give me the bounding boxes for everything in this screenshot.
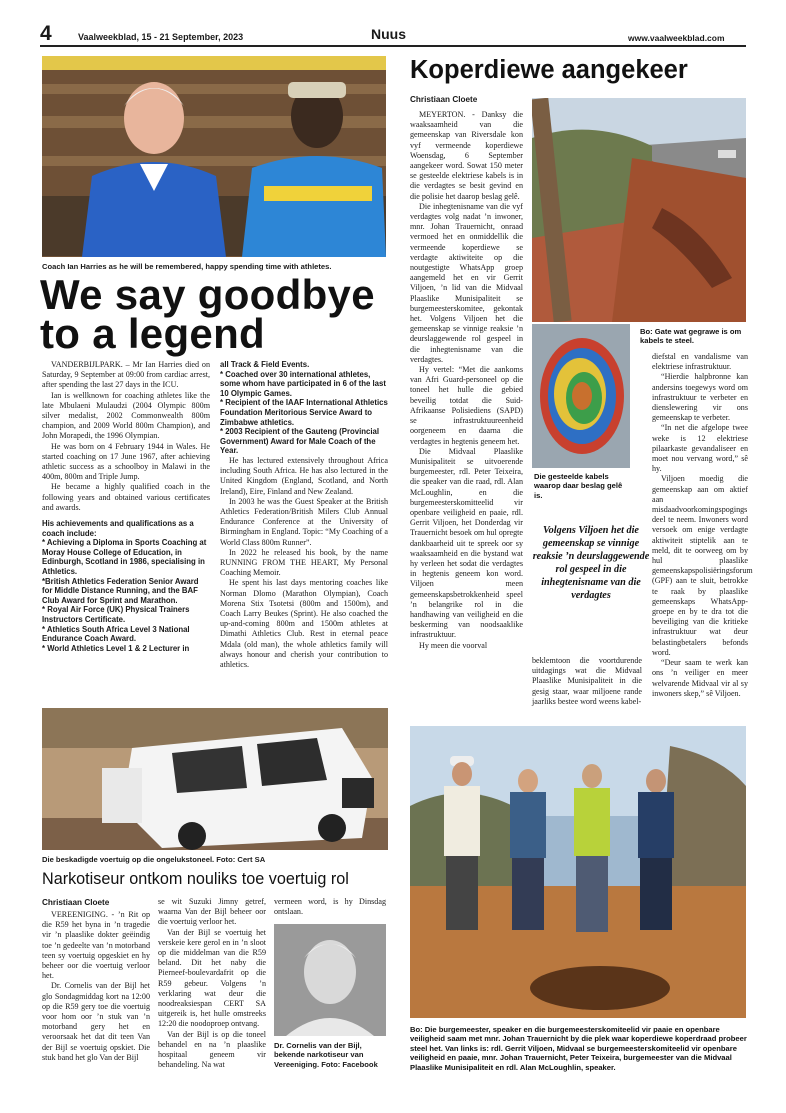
koper-paragraph: Viljoen moedig die gemeenskap aan om aktief aan misdaadvoorkomingspogings deel te neem. Inwoners word versoek om enige verdagte aktiwiteit stiptelik aan te meld, dit te oorweeg om by hul plaaslike gemeenskapspolisiëringsforum (GPF) aan te sluit, betrokke te raak by plaaslike gemeenskaps WhatsApp-groepe en by te dra tot die beveiliging van die kritieke infrastruktuur wat deur belastingbetalers befonds word. xyxy=(652,474,753,657)
narko-paragraph: Van der Bijl is op die toneel behandel en na ’n plaaslike hospitaal geneem vir behandeling. Na wat xyxy=(158,1029,266,1070)
narko-byline: Christiaan Cloete xyxy=(42,898,110,907)
achievement-item: * Recipient of the IAAF International Athletics Foundation Meritorious Service Award to Zimbabwe athletics. xyxy=(220,398,388,427)
goodbye-paragraph: He spent his last days mentoring coaches like Norman Dlomo (Marathon Olympian), Coach Morena Stix Tsotetsi (800m and 1500m), and Coach Larry Beukes (Sprint). He also coached the up-and-coming 800m and 1500m athletes at Dimathi Athletics Club. Rest in eternal peace Mdala (old man), the whole athletics family will always honour and cherish your contribution to athletics. xyxy=(220,578,388,669)
koper-column-1 xyxy=(410,110,523,651)
koper-paragraph: Die inhegtenisname van die vyf verdagtes volg nadat ’n inwoner, mnr. Johan Trauernicht, onraad vermoed het en onmiddellik die vermeende koperdiewe se verdagte aktiwiteite op die noutgestigte WhatsApp groep aangemeld het en vir Gerrit Viljoen, ’n lid van die Midvaal Plaaslike Munisipaliteit se burgemeesterskomitee, gekontak het. Volgens Viljoen het die gemeenskap se vinnige reaksie ’n deurslaggewende rol gespeel in die inhegtenisname van die verdagtes. xyxy=(410,201,523,364)
coach-photo-caption: Coach Ian Harries as he will be remembered, happy spending time with athletes. xyxy=(42,262,332,271)
coach-photo xyxy=(42,56,386,257)
goodbye-paragraph: VANDERBIJLPARK. – Mr Ian Harries died on Saturday, 9 September at 09:00 from cardiac arrest, after spending the last 27 days in the ICU. xyxy=(42,360,210,390)
ditch-photo xyxy=(532,98,746,322)
goodbye-paragraph: He became a highly qualified coach in the following years and obtained various certificates and awards. xyxy=(42,482,210,512)
goodbye-column-1 xyxy=(42,360,210,653)
koper-column-2 xyxy=(532,656,642,707)
koper-paragraph: diefstal en vandalisme van elektriese infrastruktuur. xyxy=(652,352,748,372)
narko-paragraph: se wit Suzuki Jimny getref, waarna Van der Bijl beheer oor die voertuig verloor het. xyxy=(158,897,266,927)
achievement-item: *British Athletics Federation Senior Award for Middle Distance Running, and the BAF Club Award for Sprint and Marathon. xyxy=(42,576,199,605)
achievement-item: * Coached over 30 international athletes, some whom have participated in 6 of the last 10 Olympic Games. xyxy=(220,369,386,398)
officials-group-photo xyxy=(410,726,746,1018)
goodbye-headline-line1: We say goodbye xyxy=(40,271,375,318)
accident-photo-caption: Die beskadigde voertuig op die ongelukstoneel. Foto: Cert SA xyxy=(42,855,266,864)
koper-paragraph: Die Midvaal Plaaslike Munisipaliteit se uitvoerende burgemeester, rdl. Peter Teixeira, die speaker van die raad, rdl. Alan McLoughlin, en die burgemeesterskomitteelid vir openbare veiligheid en paaie, rdl. Gerrit Viljoen, het Donderdag vir Trauernicht besoek om hul opregte dankbaarheid uit te spreek oor sy waaksaamheid en die bystand wat hy verleen het sodat die verdagtes in hegtenis geneem kon word. Viljoen meen gemeenskapsbetrokkenheid speel ’n belangrike rol in die handhawing van veiligheid en die beskerming van noodsaaklike infrastruktuur. xyxy=(410,446,523,640)
website: www.vaalweekblad.com xyxy=(628,33,725,43)
koper-paragraph: MEYERTON. - Danksy die waaksaamheid van die gemeenskap van Riversdale kon vyf vermeende koperdiewe Woensdag, 6 September aangekeer word. Sowat 150 meter se gesteelde elektriese kabels is in die verdagtes se besit gevind en die polisie het daarop beslag gelê. xyxy=(410,110,523,201)
narko-paragraph: Van der Bijl se voertuig het verskeie kere gerol en in ’n sloot op die middelman van die R59 beland. Dit het naby die Pierneef-boulevardafrit op die R59 gebeur. Volgens ’n verklaring wat deur die noodreaksiespan CERT SA uitgereik is, het hulle omstreeks 12:20 die noodoproep ontvang. xyxy=(158,927,266,1029)
achievement-item: all Track & Field Events. xyxy=(220,360,310,369)
section-name: Nuus xyxy=(371,26,406,42)
koper-paragraph: “Hierdie halpbronne kan andersins toegewys word om infrastruktuur te verbeter en dienslewering vir ons gemeenskap te verbeter. xyxy=(652,372,748,423)
doctor-portrait xyxy=(274,924,386,1036)
narko-column-2 xyxy=(158,897,266,1070)
achievement-item: * 2003 Recipient of the Gauteng (Provincial Government) Award for Male Coach of the Year. xyxy=(220,427,380,456)
goodbye-column-2 xyxy=(220,360,388,670)
koper-headline: Koperdiewe aangekeer xyxy=(410,56,688,84)
goodbye-paragraph: He has lectured extensively throughout Africa including South Africa. He has also lectured in the United Kingdom (England, Scotland, and North Ireland), Eire, Finland and New Zealand. xyxy=(220,455,388,496)
goodbye-headline-line2: to a legend xyxy=(40,310,265,357)
goodbye-paragraph: Ian is wellknown for coaching athletes like the late Mbulaeni Mulaudzi (2004 Olympic 800m silver medalist, 2002 Commonwealth 800m champion, and 2009 World 800m Champion), and John Morapedi, the 1996 Olympian. xyxy=(42,390,210,441)
goodbye-paragraph: In 2022 he released his book, by the name RUNNING FROM THE HEART, My Personal Coaching Memoir. xyxy=(220,547,388,578)
ditch-photo-caption: Bo: Gate wat gegrawe is om kabels te steel. xyxy=(640,327,742,346)
koper-column-3 xyxy=(652,352,753,699)
narko-headline: Narkotiseur ontkom nouliks toe voertuig rol xyxy=(42,870,349,888)
narko-column-1 xyxy=(42,910,150,1063)
goodbye-paragraph: He was born on 4 February 1944 in Wales. He started coaching on 17 June 1967, after achieving athletic success as a schoolboy in Malawi in the 400m, 800m and Triple Jump. xyxy=(42,441,210,482)
koper-paragraph: “Deur saam te werk kan ons ’n veiliger en meer welvarende Midvaal vir al sy inwoners skep,” sê Viljoen. xyxy=(652,658,748,698)
header-rule xyxy=(40,45,746,47)
cables-photo xyxy=(532,324,630,468)
narko-paragraph: Dr. Cornelis van der Bijl het glo Sondagmiddag kort na 12:00 op die R59 gery toe die voertuig voor hom oor ’n stuk van ’n motorband gery het en veroorsaak het dat dit teen Van der Bijl se voertuig opskiet. Die stuk band het glo Van der Bijl xyxy=(42,981,150,1062)
koper-paragraph: Hy meen die voorval xyxy=(419,640,488,650)
achievement-item: * World Athletics Level 1 & 2 Lecturer in xyxy=(42,643,190,653)
achievements-subhead: His achievements and qualifications as a coach include: xyxy=(42,519,194,538)
paper-dateline: Vaalweekblad, 15 - 21 September, 2023 xyxy=(78,32,244,42)
page-number: 4 xyxy=(40,22,52,45)
achievement-item: * Achieving a Diploma in Sports Coaching at Moray House College of Education, in Edinburgh, Scotland in 1986, specialising in Athletics. xyxy=(42,538,207,577)
koper-byline: Christiaan Cloete xyxy=(410,95,478,104)
doctor-portrait-caption: Dr. Cornelis van der Bijl, bekende narkotiseur van Vereeniging. Foto: Facebook xyxy=(274,1041,378,1069)
pull-quote: Volgens Viljoen het die gemeenskap se vinnige reaksie ’n deurslaggewende rol gespeel in die inhegtenisname van die verdagtes xyxy=(532,525,650,602)
achievement-item: * Royal Air Force (UK) Physical Trainers Instructors Certificate. xyxy=(42,605,190,624)
koper-paragraph: “In net die afgelope twee weke is 12 elektriese pilaarkaste gevandaliseer en moet nou vervang word,” sê hy. xyxy=(652,423,748,474)
koper-paragraph: Hy vertel: “Met die aankoms van Afri Guard-personeel op die toneel het hulle die gebied beveilig totdat die Suid-Afrikaanse Polisiediens (SAPD) se infrastruktuureenheid oorgeneem en daarna die verdagtes in hegtenis geneem het. xyxy=(410,365,523,446)
narko-paragraph: vermeen word, is hy Dinsdag ontslaan. xyxy=(274,897,386,917)
accident-photo xyxy=(42,708,388,850)
cables-photo-caption: Die gesteelde kabels waarop daar beslag gelê is. xyxy=(534,472,623,500)
goodbye-paragraph: In 2003 he was the Guest Speaker at the British Athletics Federation/British Milers Club Annual Endurance Conference at the University of Birmingham in England. Topic: “My Coaching of a World Class 800m Runner”. xyxy=(220,496,388,547)
narko-column-3 xyxy=(274,897,386,917)
achievement-item: * Athletics South Africa Level 3 National Endurance Coach Award. xyxy=(42,624,190,644)
officials-group-caption: Bo: Die burgemeester, speaker en die burgemeesterskomiteelid vir paaie en openbare veiligheid saam met mnr. Johan Trauernicht by die plek waar koperdiewe koperdraad probeer steel het. Van links is: rdl. Gerrit Viljoen, Midvaal se burgemeesterskomiteelid vir openbare veiligheid en paaie, mnr. Johan Trauernicht, Peter Teixeira, burgemeester van die Midvaal Plaaslike Munisipaliteit en rdl. Alan McLoughlin, speaker. xyxy=(410,1025,747,1072)
koper-paragraph: beklemtoon die voortdurende uitdagings wat die Midvaal Plaaslike Munisipaliteit in die gesig staar, waar miljoene rande jaarliks bestee word weens kabel- xyxy=(532,656,642,706)
narko-paragraph: VEREENIGING. - ’n Rit op die R59 het byna in ’n tragedie vir ’n plaaslike dokter geëindig toe ’n gedeelte van ’n motorband teen sy voertuig opgeskiet en hy beheer oor die voertuig verloor het. xyxy=(42,910,150,981)
